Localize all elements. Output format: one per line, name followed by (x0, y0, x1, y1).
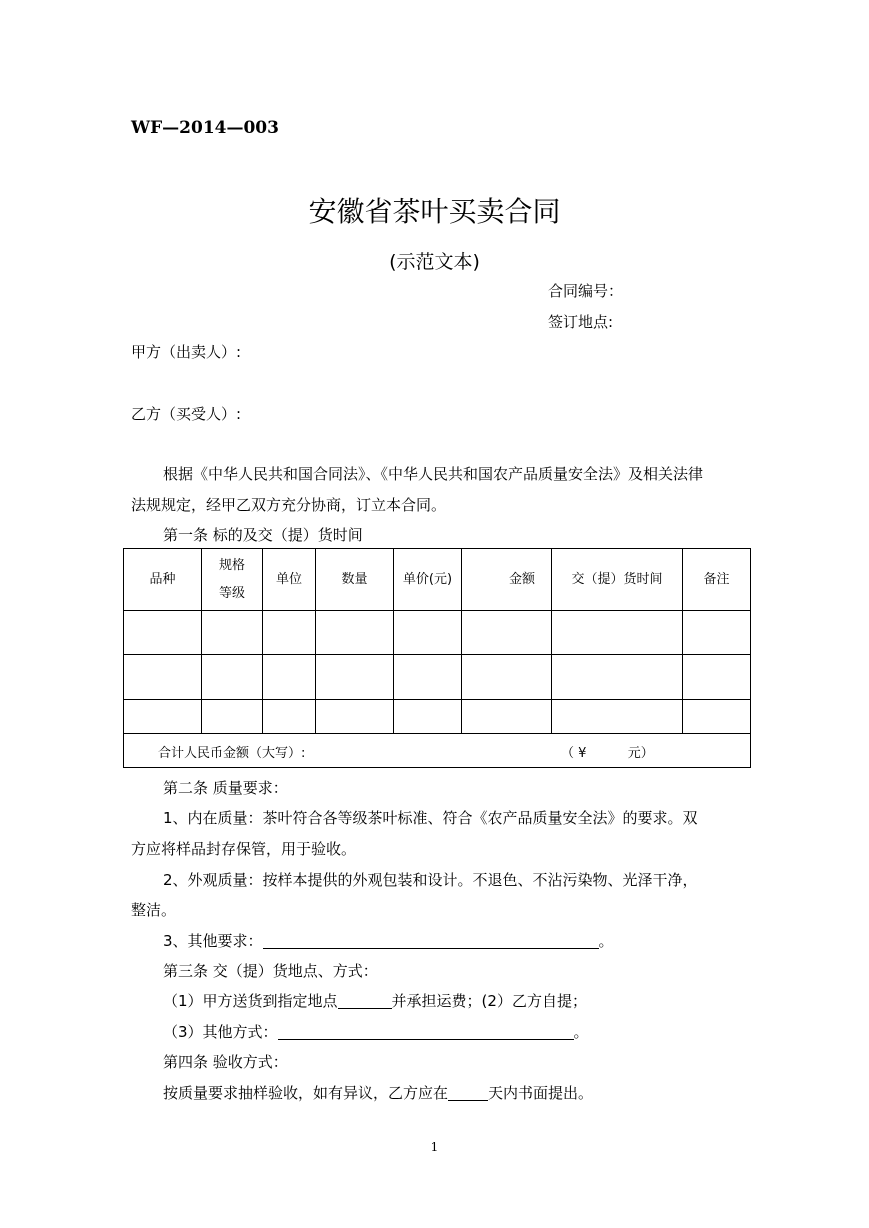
quality-item-2-line-2: 整洁。 (131, 901, 177, 919)
table-cell (394, 611, 462, 655)
table-cell (263, 611, 316, 655)
header-grade: 等级 (218, 585, 245, 601)
delivery-option-1-label: （1）甲方送货到指定地点 (163, 992, 338, 1010)
article-4-heading: 第四条 验收方式： (163, 1053, 288, 1071)
total-amount-yuan: （ ¥ 元） (561, 746, 654, 761)
quality-item-3 (163, 931, 614, 951)
header-amount: 金额 (462, 549, 552, 611)
quality-item-1-line-1: 1、内在质量：茶叶符合各等级茶叶标准、符合《农产品质量安全法》的要求。双 (163, 809, 698, 827)
page-number: 1 (430, 1140, 439, 1154)
table-cell (316, 700, 394, 734)
goods-table (123, 548, 751, 768)
document-subtitle: (示范文本) (389, 251, 480, 273)
delivery-option-3 (163, 1022, 589, 1042)
table-cell (316, 611, 394, 655)
table-total-row (124, 734, 751, 768)
header-quantity: 数量 (316, 549, 394, 611)
table-row (124, 655, 751, 700)
table-cell (202, 700, 263, 734)
header-delivery-time: 交（提）货时间 (552, 549, 683, 611)
table-cell (462, 700, 552, 734)
table-cell (552, 655, 683, 700)
delivery-place-blank[interactable] (338, 992, 392, 1009)
table-cell (552, 611, 683, 655)
party-a-label: 甲方（出卖人）: (131, 343, 242, 361)
table-cell (394, 700, 462, 734)
acceptance-clause (163, 1083, 593, 1103)
article-3-heading: 第三条 交（提）货地点、方式： (163, 962, 378, 980)
acceptance-suffix: 天内书面提出。 (488, 1084, 594, 1102)
acceptance-prefix: 按质量要求抽样验收，如有异议，乙方应在 (163, 1084, 449, 1102)
table-cell (552, 700, 683, 734)
table-row (124, 611, 751, 655)
table-cell (683, 700, 751, 734)
header-variety: 品种 (124, 549, 202, 611)
table-row (124, 700, 751, 734)
table-cell (202, 611, 263, 655)
table-cell (263, 700, 316, 734)
other-requirements-blank[interactable] (263, 932, 599, 949)
header-unit-price: 单价(元) (394, 549, 462, 611)
table-header-row (124, 549, 751, 611)
delivery-option-3-label: （3）其他方式： (163, 1023, 278, 1041)
table-cell (394, 655, 462, 700)
other-delivery-method-blank[interactable] (278, 1023, 574, 1040)
header-spec: 规格 (218, 557, 245, 573)
table-cell (263, 655, 316, 700)
contract-number-label: 合同编号： (548, 282, 624, 300)
table-cell (683, 655, 751, 700)
document-code: WF—2014—003 (131, 118, 279, 138)
period: 。 (573, 1023, 589, 1041)
intro-paragraph-line-2: 法规规定，经甲乙双方充分协商，订立本合同。 (131, 496, 447, 514)
delivery-option-1-2 (163, 991, 587, 1011)
table-cell (202, 655, 263, 700)
intro-paragraph-line-1: 根据《中华人民共和国合同法》、《中华人民共和国农产品质量安全法》及相关法律 (163, 465, 704, 483)
table-cell (316, 655, 394, 700)
delivery-option-1-suffix: 并承担运费；(2）乙方自提； (391, 992, 587, 1010)
table-cell (683, 611, 751, 655)
article-2-heading: 第二条 质量要求： (163, 779, 288, 797)
header-remark: 备注 (683, 549, 751, 611)
table-cell (124, 611, 202, 655)
table-cell (462, 611, 552, 655)
document-title: 安徽省茶叶买卖合同 (308, 195, 561, 228)
quality-item-2-line-1: 2、外观质量：按样本提供的外观包装和设计。不退色、不沾污染物、光泽干净， (163, 871, 698, 889)
header-unit: 单位 (263, 549, 316, 611)
quality-item-3-label: 3、其他要求： (163, 932, 263, 950)
sign-place-label: 签订地点: (548, 313, 614, 331)
total-amount-label: 合计人民币金额（大写）: (158, 746, 306, 761)
article-1-heading: 第一条 标的及交（提）货时间 (163, 526, 363, 544)
period: 。 (598, 932, 614, 950)
table-cell (124, 655, 202, 700)
quality-item-1-line-2: 方应将样品封存保管，用于验收。 (131, 840, 357, 858)
total-cell (124, 734, 751, 768)
table-cell (124, 700, 202, 734)
party-b-label: 乙方（买受人）: (131, 405, 242, 423)
table-cell (462, 655, 552, 700)
objection-days-blank[interactable] (448, 1084, 488, 1101)
header-spec-grade (202, 549, 263, 611)
